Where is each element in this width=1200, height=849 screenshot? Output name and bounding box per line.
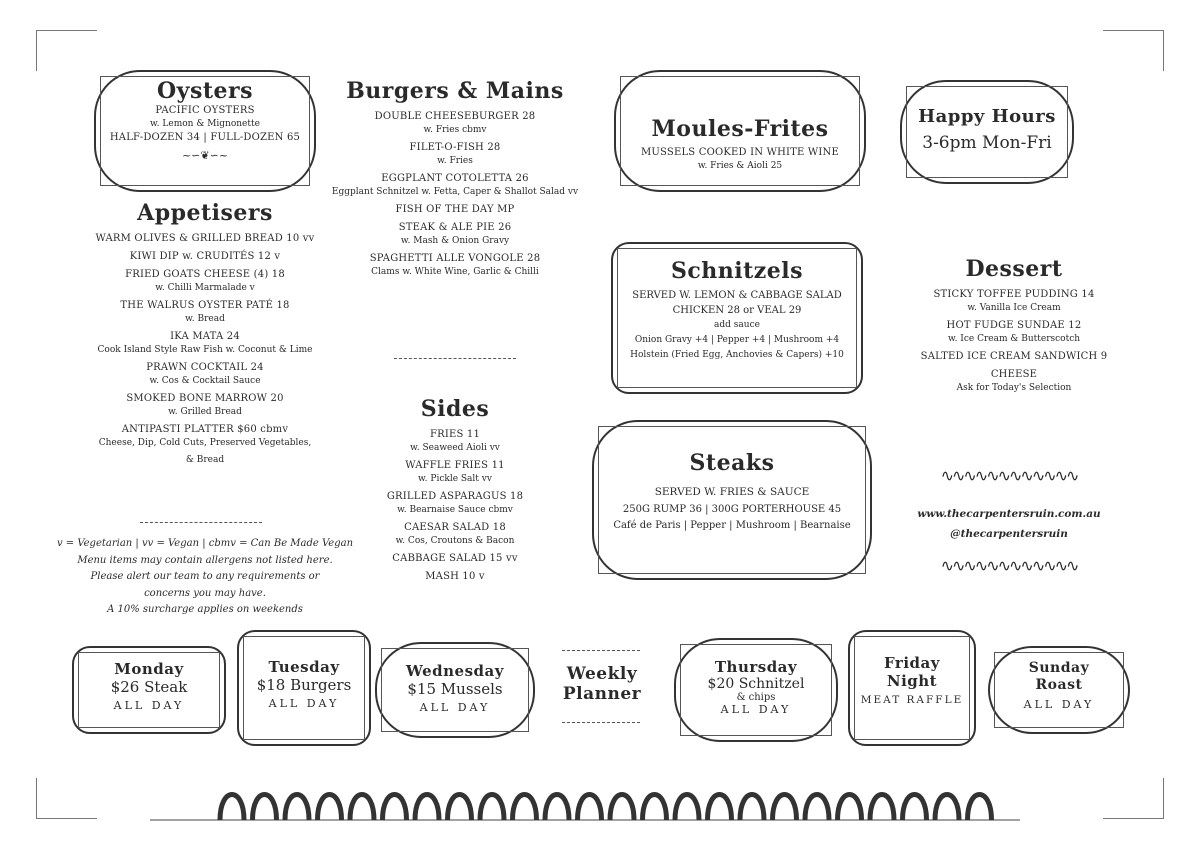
menu-item-name: CHEESE: [990, 369, 1038, 380]
menu-item-name: CABBAGE SALAD 15 vv: [392, 553, 518, 564]
dragon-hump: [480, 795, 504, 821]
schnitzels-title: Schnitzels: [670, 258, 804, 284]
menu-item-desc: w. Bearnaise Sauce cbmv: [397, 505, 513, 515]
corner-ornament: [1103, 778, 1164, 819]
menu-item-name: DOUBLE CHEESEBURGER 28: [374, 111, 536, 122]
menu-item: [330, 141, 580, 168]
weekly-title-line: Planner: [562, 684, 642, 704]
day-name: Wednesday: [406, 662, 504, 680]
menu-item: [330, 172, 580, 199]
dragon-hump: [675, 795, 699, 821]
website-link[interactable]: www.thecarpentersruin.com.au: [917, 508, 1101, 520]
menu-item-name: WARM OLIVES & GRILLED BREAD 10 vv: [95, 233, 315, 244]
dragon-hump: [740, 795, 764, 821]
legend-line: v = Vegetarian | vv = Vegan | cbmv = Can Be Made Vegan: [56, 538, 354, 549]
dragon-hump: [805, 795, 829, 821]
legend-line: A 10% surcharge applies on weekends: [107, 604, 303, 615]
menu-item-name: WAFFLE FRIES 11: [405, 460, 505, 471]
thursday-card: [674, 658, 838, 716]
menu-item-name: FRIED GOATS CHEESE (4) 18: [125, 269, 285, 280]
day-name: Thursday: [714, 658, 798, 676]
menu-item-desc: w. Cos & Cocktail Sauce: [149, 376, 261, 386]
menu-item-desc: Cheese, Dip, Cold Cuts, Preserved Vegetables,: [98, 438, 312, 448]
appetisers-title: Appetisers: [137, 200, 273, 226]
oysters-line: HALF-DOZEN 34 | FULL-DOZEN 65: [109, 132, 301, 143]
menu-item-desc: w. Grilled Bread: [168, 407, 242, 417]
day-deal: $20 Schnitzel: [707, 676, 805, 692]
legend-line: concerns you may have.: [144, 587, 266, 599]
corner-ornament: [36, 778, 97, 819]
menu-item-name: MASH 10 v: [425, 571, 485, 582]
legend: [55, 536, 355, 619]
day-note: ALL DAY: [1023, 698, 1095, 711]
menu-item-desc: w. Cos, Croutons & Bacon: [395, 536, 515, 546]
dragon-hump: [415, 795, 439, 821]
divider: [140, 522, 262, 523]
dragon-hump: [350, 795, 374, 821]
menu-item-name: EGGPLANT COTOLETTA 26: [381, 173, 529, 184]
menu-item-name: PRAWN COCKTAIL 24: [146, 362, 264, 373]
menu-item-name: IKA MATA 24: [170, 331, 240, 342]
day-name: Monday: [114, 660, 184, 678]
day-name: Roast: [1035, 677, 1083, 693]
dragon-hump: [545, 795, 569, 821]
menu-item-name: FILET-O-FISH 28: [409, 142, 501, 153]
menu-item-desc: w. Chilli Marmalade v: [155, 283, 255, 293]
social-handle[interactable]: @thecarpentersruin: [950, 528, 1068, 540]
dragon-hump: [773, 795, 797, 821]
menu-item: [60, 232, 350, 246]
menu-item: [330, 110, 580, 137]
menu-item: [330, 221, 580, 248]
menu-item-name: GRILLED ASPARAGUS 18: [386, 491, 524, 502]
moules-desc: w. Fries & Aioli 25: [697, 161, 783, 171]
menu-item: [914, 350, 1114, 364]
tuesday-card: [237, 658, 371, 710]
monday-card: [72, 660, 226, 712]
day-deal: $18 Burgers: [256, 676, 352, 694]
menu-item: [914, 368, 1114, 395]
menu-item-desc: Ask for Today's Selection: [956, 383, 1072, 393]
sides-section: [340, 396, 570, 588]
oysters-line: w. Lemon & Mignonette: [150, 119, 260, 129]
menu-item: [340, 552, 570, 566]
dragon-hump: [708, 795, 732, 821]
menu-item: [60, 392, 350, 419]
day-name: Sunday: [1028, 660, 1090, 676]
dragon-hump: [870, 795, 894, 821]
dragon-hump: [903, 795, 927, 821]
dragon-hump: [448, 795, 472, 821]
day-note: ALL DAY: [720, 703, 792, 716]
moules-line: MUSSELS COOKED IN WHITE WINE: [640, 147, 840, 158]
menu-item: [330, 252, 580, 279]
moules-title: Moules-Frites: [651, 116, 829, 142]
dragon-border: [150, 768, 1050, 824]
menu-item-name: CAESAR SALAD 18: [404, 522, 506, 533]
steaks-line: SERVED W. FRIES & SAUCE: [654, 486, 810, 498]
legend-line: Please alert our team to any requirements or: [90, 571, 320, 582]
menu-item: [60, 299, 350, 326]
sides-title: Sides: [420, 396, 490, 422]
menu-item-desc: Eggplant Schnitzel w. Fetta, Caper & Shallot Salad vv: [331, 187, 579, 197]
menu-item: [330, 203, 580, 217]
menu-item: [60, 250, 350, 264]
menu-item-desc: w. Pickle Salt vv: [418, 474, 492, 484]
happy-section: [900, 106, 1074, 153]
schnitzels-line: Holstein (Fried Egg, Anchovies & Capers) +10: [630, 350, 844, 360]
wednesday-card: [375, 662, 535, 714]
dessert-section: [914, 256, 1114, 399]
oysters-title: Oysters: [157, 78, 253, 104]
steaks-line: Café de Paris | Pepper | Mushroom | Bearnaise: [613, 520, 851, 531]
burgers-title: Burgers & Mains: [346, 78, 564, 104]
menu-item-desc: w. Seaweed Aioli vv: [410, 443, 500, 453]
schnitzels-section: [611, 258, 863, 363]
day-deal: $15 Mussels: [407, 680, 503, 698]
burgers-section: [330, 78, 580, 283]
dragon-hump: [220, 795, 244, 821]
dragon-hump: [318, 795, 342, 821]
dragon-hump: [513, 795, 537, 821]
menu-item-desc: w. Fries: [437, 156, 473, 166]
menu-item-desc: w. Bread: [185, 314, 225, 324]
schnitzels-line: CHICKEN 28 or VEAL 29: [672, 305, 802, 316]
corner-ornament: [36, 30, 97, 71]
day-name: Tuesday: [268, 658, 340, 676]
steaks-section: [592, 450, 872, 534]
menu-item: [914, 319, 1114, 346]
menu-item-name: HOT FUDGE SUNDAE 12: [946, 320, 1082, 331]
sunday-card: [988, 660, 1130, 711]
flourish-ornament: ~∽❦∽~: [181, 149, 229, 162]
appetisers-section: [60, 200, 350, 471]
contact-section: [916, 504, 1102, 544]
day-note: ALL DAY: [268, 697, 340, 710]
dragon-hump: [578, 795, 602, 821]
menu-item-desc: Clams w. White Wine, Garlic & Chilli: [371, 267, 539, 277]
divider: [394, 358, 516, 359]
menu-item-name: SPAGHETTI ALLE VONGOLE 28: [369, 253, 541, 264]
dragon-hump: [935, 795, 959, 821]
menu-item: [340, 490, 570, 517]
menu-item-desc: w. Mash & Onion Gravy: [400, 236, 510, 246]
wave-ornament: ∿∿∿∿∿∿∿∿∿∿∿∿: [940, 466, 1078, 485]
day-note: ALL DAY: [419, 701, 491, 714]
menu-item-desc: w. Vanilla Ice Cream: [967, 303, 1061, 313]
dragon-hump: [285, 795, 309, 821]
weekly-title-line: Weekly: [566, 664, 638, 684]
menu-item: [60, 361, 350, 388]
dragon-hump: [383, 795, 407, 821]
dessert-title: Dessert: [965, 256, 1063, 282]
steaks-title: Steaks: [689, 450, 775, 476]
happy-title: Happy Hours: [918, 106, 1056, 127]
schnitzels-line: Onion Gravy +4 | Pepper +4 | Mushroom +4: [634, 335, 840, 345]
menu-item-name: STICKY TOFFEE PUDDING 14: [933, 289, 1095, 300]
menu-item-name: SMOKED BONE MARROW 20: [126, 393, 284, 404]
menu-item: [60, 268, 350, 295]
wave-ornament: ∿∿∿∿∿∿∿∿∿∿∿∿: [940, 556, 1078, 575]
menu-item-name: SALTED ICE CREAM SANDWICH 9: [920, 351, 1108, 362]
menu-item-name: ANTIPASTI PLATTER $60 cbmv: [121, 424, 289, 435]
menu-item-desc: w. Fries cbmv: [423, 125, 487, 135]
day-deal: $26 Steak: [110, 678, 188, 696]
dragon-hump: [610, 795, 634, 821]
schnitzels-line: SERVED W. LEMON & CABBAGE SALAD: [632, 290, 842, 301]
menu-item: [340, 459, 570, 486]
moules-section: [614, 116, 866, 177]
dragon-hump: [253, 795, 277, 821]
legend-line: Menu items may contain allergens not listed here.: [77, 554, 333, 566]
steaks-line: 250G RUMP 36 | 300G PORTERHOUSE 45: [622, 504, 842, 515]
day-deal: & chips: [736, 692, 776, 703]
menu-item: [60, 423, 350, 450]
menu-item: [914, 288, 1114, 315]
day-deal: MEAT RAFFLE: [860, 694, 964, 706]
menu-item: [340, 521, 570, 548]
menu-item-name: FISH OF THE DAY MP: [395, 204, 515, 215]
divider: [562, 650, 640, 651]
oysters-line: PACIFIC OYSTERS: [155, 105, 255, 116]
dragon-hump: [838, 795, 862, 821]
day-name: Night: [886, 672, 938, 690]
menu-item: [340, 428, 570, 455]
menu-item: [340, 570, 570, 584]
menu-item-name: KIWI DIP w. CRUDITÉS 12 v: [129, 251, 281, 262]
menu-item-desc: Cook Island Style Raw Fish w. Coconut & Lime: [97, 345, 313, 355]
menu-item-name: FRIES 11: [429, 429, 481, 440]
weekly-title: [552, 664, 652, 704]
divider: [562, 722, 640, 723]
day-note: ALL DAY: [113, 699, 185, 712]
dragon-hump: [643, 795, 667, 821]
oysters-section: [94, 78, 316, 162]
happy-time: 3-6pm Mon-Fri: [922, 133, 1052, 153]
corner-ornament: [1103, 30, 1164, 71]
schnitzels-line: add sauce: [714, 320, 760, 330]
menu-item-desc: w. Ice Cream & Butterscotch: [947, 334, 1081, 344]
menu-item-desc: & Bread: [185, 455, 225, 465]
menu-item: [60, 454, 350, 467]
menu-item-name: THE WALRUS OYSTER PATÉ 18: [120, 300, 290, 311]
friday-card: [848, 654, 976, 706]
day-name: Friday: [884, 654, 940, 672]
dragon-hump: [968, 795, 992, 821]
menu-item-name: STEAK & ALE PIE 26: [398, 222, 512, 233]
menu-item: [60, 330, 350, 357]
